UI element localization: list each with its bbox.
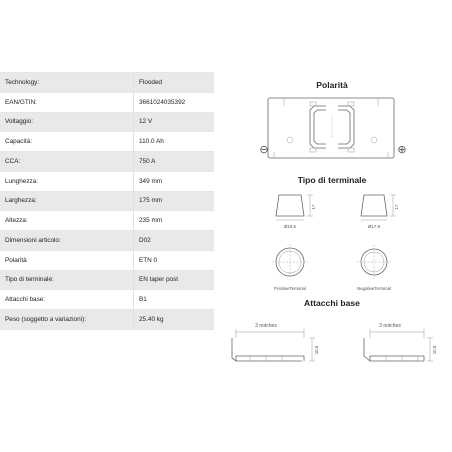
- spec-row: [0, 73, 214, 93]
- positive-height-label: 17: [311, 204, 316, 210]
- base-left-notches: 3 notches: [255, 323, 277, 329]
- spec-value: 750 A: [134, 152, 215, 172]
- spec-value: 110.0 Ah: [134, 132, 215, 152]
- spec-value: 235 mm: [134, 211, 215, 231]
- base-left-height: 10.5: [314, 345, 319, 355]
- base-right-height: 10.5: [432, 345, 437, 355]
- spec-value: 349 mm: [134, 171, 215, 191]
- spec-table: [0, 72, 214, 330]
- positive-diameter-label: Ø19.5: [284, 224, 296, 229]
- technical-diagram: [222, 76, 452, 376]
- base-right: [364, 323, 437, 361]
- spec-label: CCA:: [0, 152, 134, 172]
- carry-handle: [310, 102, 354, 152]
- spec-row: [0, 231, 214, 251]
- spec-label: Capacità:: [0, 132, 134, 152]
- minus-terminal-icon: ⊖: [259, 143, 269, 156]
- spec-label: Lunghezza:: [0, 171, 134, 191]
- spec-label: Altezza:: [0, 211, 134, 231]
- terminal-title: Tipo di terminale: [297, 175, 367, 185]
- spec-value: 12 V: [134, 112, 215, 132]
- negative-terminal-label: NegativeTerminal: [357, 286, 391, 291]
- positive-terminal-top: [272, 244, 308, 280]
- spec-value: B1: [134, 290, 215, 310]
- spec-row: [0, 270, 214, 290]
- spec-label: Larghezza:: [0, 191, 134, 211]
- spec-value: EN taper post: [134, 270, 215, 290]
- spec-row: [0, 191, 214, 211]
- negative-height-label: 17: [394, 204, 399, 210]
- spec-row: [0, 112, 214, 132]
- base-left: [232, 323, 319, 361]
- spec-row: [0, 132, 214, 152]
- spec-label: Voltaggio:: [0, 112, 134, 132]
- spec-value: D02: [134, 231, 215, 251]
- spec-row: [0, 290, 214, 310]
- spec-label: Polarità: [0, 250, 134, 270]
- positive-terminal-label: PositiveTerminal: [274, 286, 306, 291]
- spec-label: Technology:: [0, 73, 134, 93]
- spec-label: Attacchi base:: [0, 290, 134, 310]
- negative-diameter-label: Ø17.9: [368, 224, 380, 229]
- spec-row: [0, 92, 214, 112]
- spec-row: [0, 310, 214, 330]
- battery-top-view: [268, 98, 394, 158]
- polarity-title: Polarità: [316, 80, 348, 90]
- plus-terminal-icon: ⊕: [397, 143, 407, 156]
- spec-value: 25.40 kg: [134, 310, 215, 330]
- spec-row: [0, 211, 214, 231]
- spec-value: 3661024035392: [134, 92, 215, 112]
- base-title: Attacchi base: [304, 298, 360, 308]
- spec-label: EAN/GTIN:: [0, 92, 134, 112]
- base-right-notches: 3 notches: [379, 323, 401, 329]
- spec-value: ETN 0: [134, 250, 215, 270]
- spec-row: [0, 250, 214, 270]
- spec-row: [0, 171, 214, 191]
- spec-table-body: [0, 73, 214, 330]
- negative-terminal-side: [361, 195, 399, 229]
- diagram-svg: [222, 76, 452, 376]
- positive-terminal-side: [276, 195, 316, 229]
- spec-label: Dimensioni articolo:: [0, 231, 134, 251]
- negative-terminal-top: [357, 245, 391, 279]
- spec-value: Flooded: [134, 73, 215, 93]
- spec-label: Peso (soggetto a variazioni):: [0, 310, 134, 330]
- spec-value: 175 mm: [134, 191, 215, 211]
- spec-label: Tipo di terminale:: [0, 270, 134, 290]
- spec-row: [0, 152, 214, 172]
